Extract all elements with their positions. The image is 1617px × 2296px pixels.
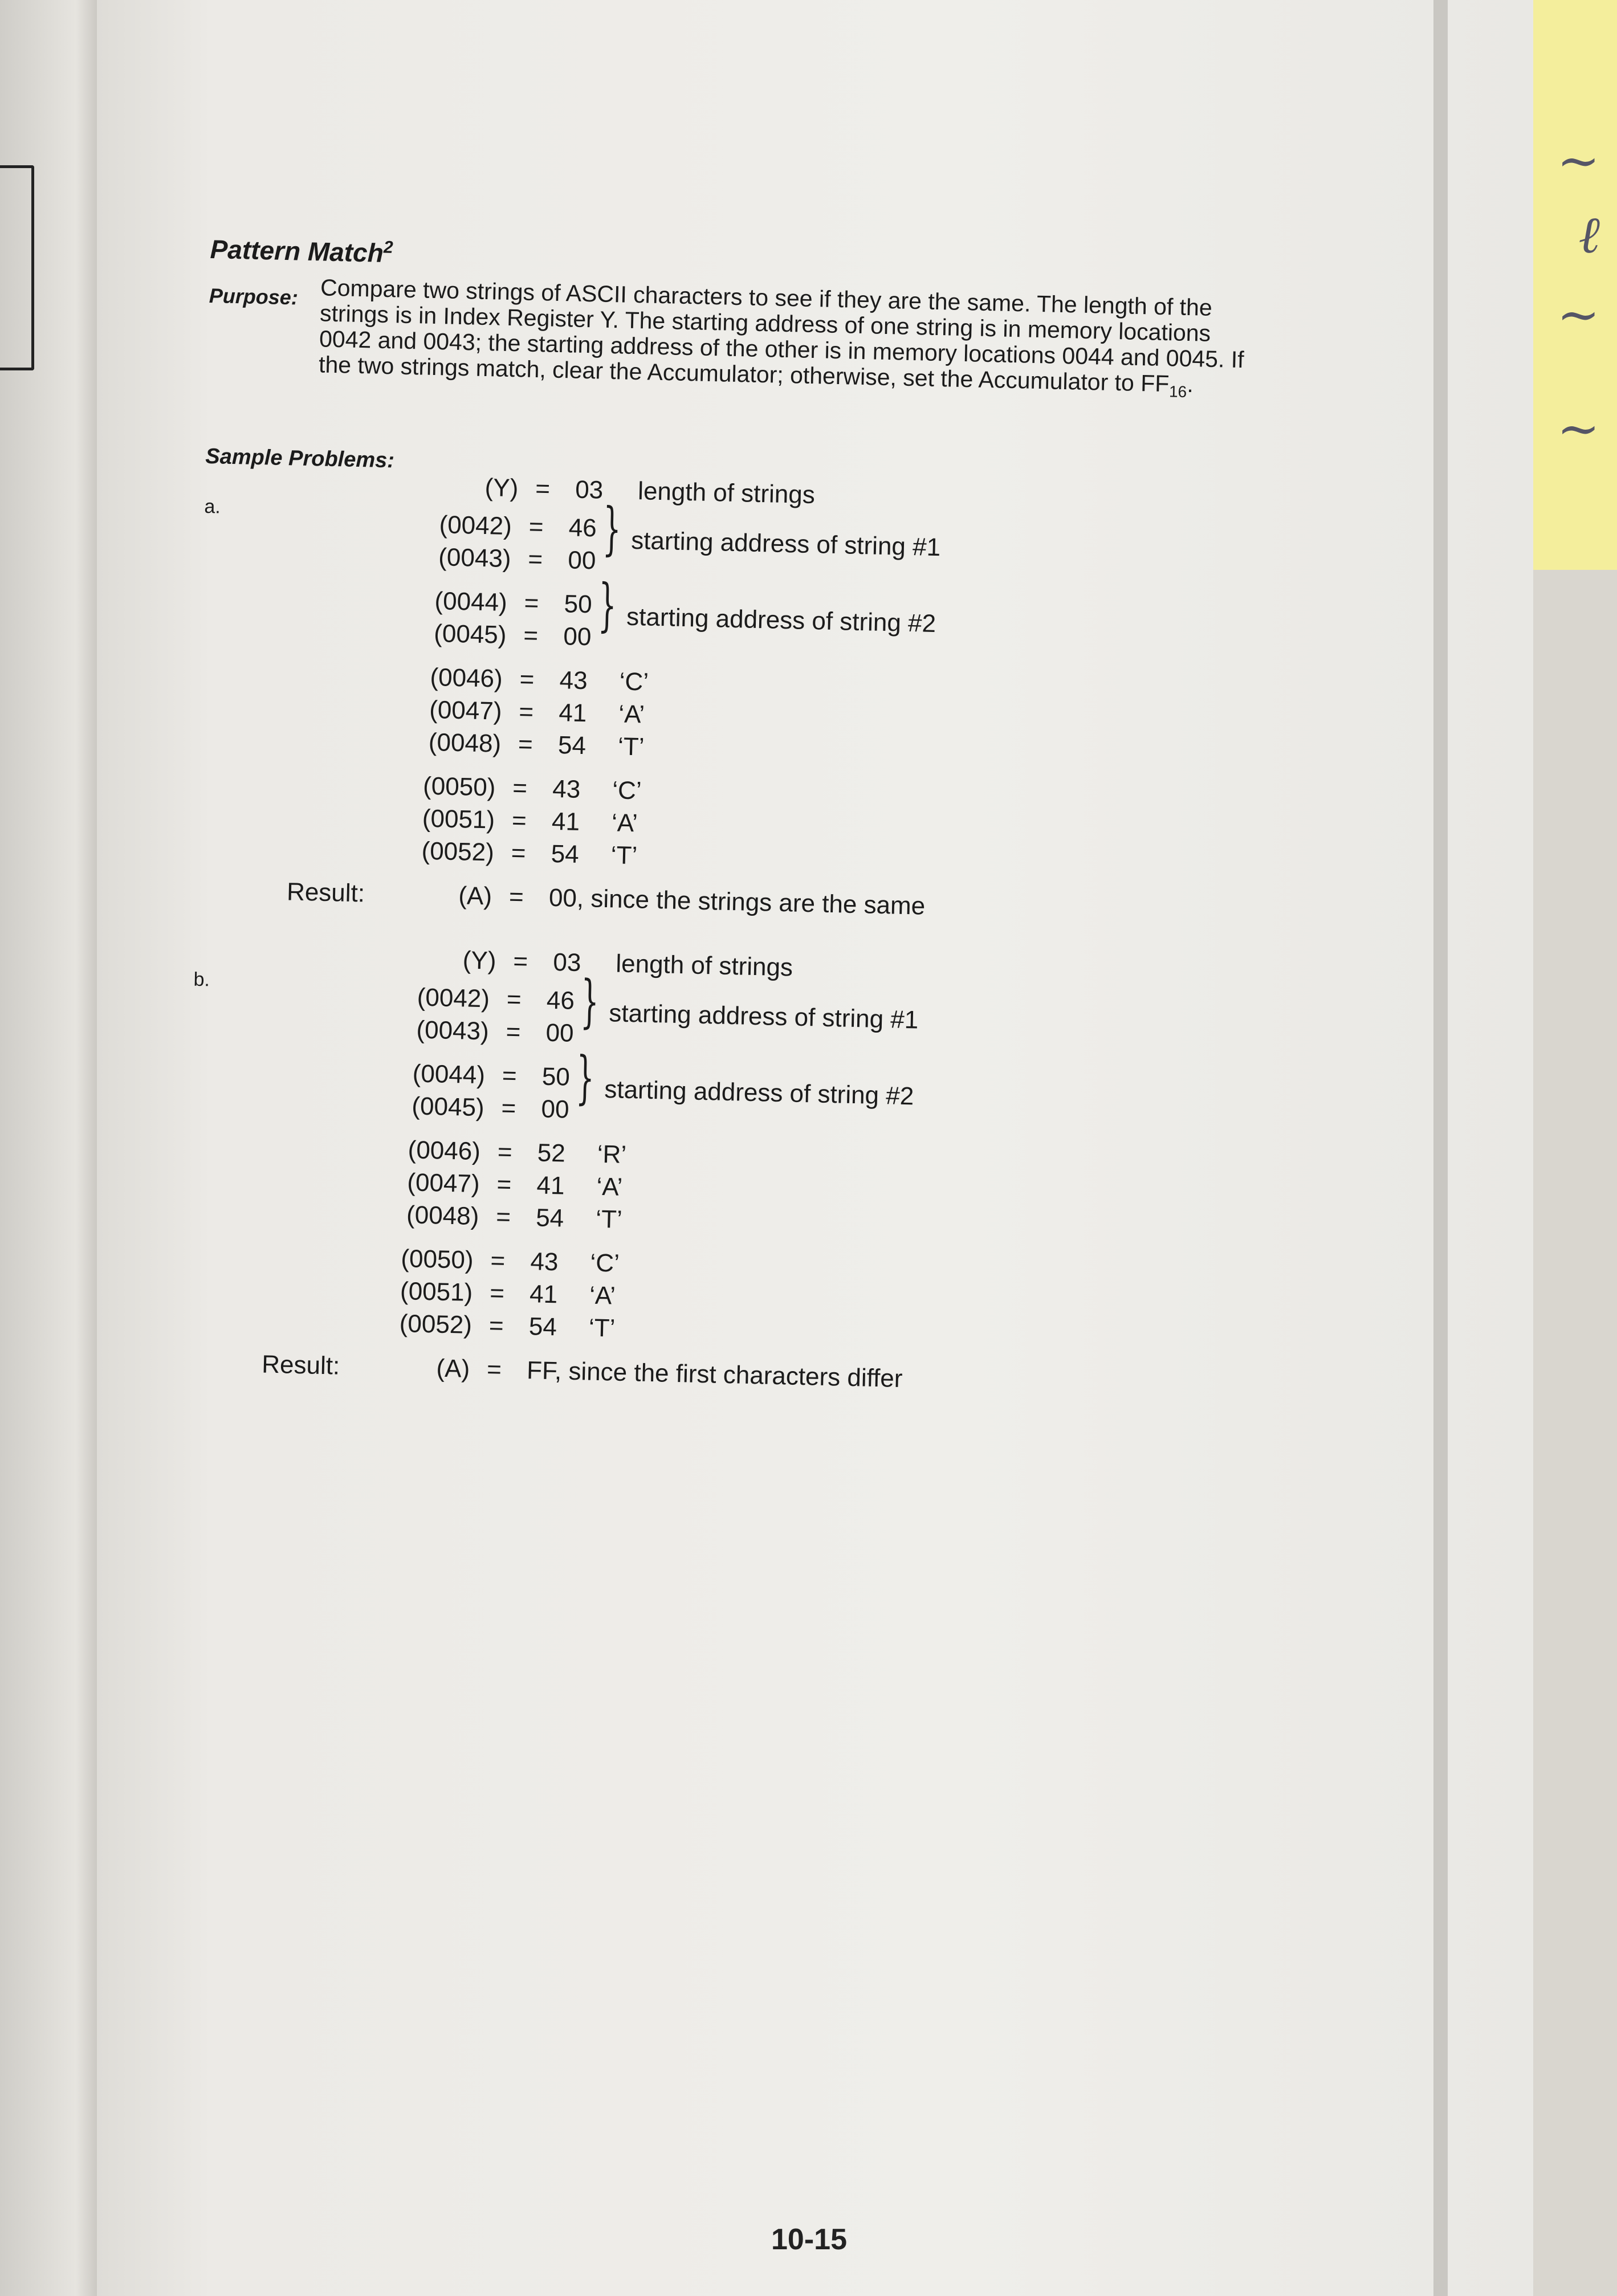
brace-symbol: } <box>597 571 617 639</box>
ascii-character: ‘C’ <box>589 1249 620 1278</box>
result-register: (A) <box>458 882 492 911</box>
example-label: a. <box>204 495 221 518</box>
equals-sign: = <box>490 1246 506 1275</box>
handwriting-mark: ~ <box>1557 131 1600 191</box>
left-page-edge <box>0 0 108 2296</box>
memory-location: (0052) <box>421 837 495 867</box>
brace-symbol: } <box>580 968 600 1035</box>
memory-value: 50 <box>541 1062 571 1091</box>
memory-location: (0047) <box>406 1168 480 1198</box>
page-number: 10-15 <box>771 2223 847 2256</box>
address-description: starting address of string #1 <box>630 526 941 562</box>
memory-value: 00 <box>563 622 592 651</box>
memory-location: (0045) <box>433 619 507 649</box>
ascii-character: ‘T’ <box>610 841 638 870</box>
memory-value: 43 <box>552 774 581 804</box>
handwriting-mark: ~ <box>1557 285 1600 345</box>
memory-value: 54 <box>535 1204 564 1233</box>
memory-location: (0047) <box>429 695 502 725</box>
ascii-character: ‘C’ <box>612 776 642 805</box>
equals-sign: = <box>489 1279 505 1308</box>
memory-value: 46 <box>546 986 575 1015</box>
memory-location: (0052) <box>399 1310 473 1339</box>
register-name: (Y) <box>484 474 519 503</box>
memory-value: 46 <box>568 513 597 543</box>
equals-sign: = <box>523 621 539 650</box>
memory-location: (0050) <box>422 772 496 802</box>
equals-sign: = <box>497 1137 513 1167</box>
equals-sign: = <box>512 947 528 976</box>
equals-sign: = <box>496 1170 512 1199</box>
memory-location: (0044) <box>412 1059 486 1090</box>
equals-sign: = <box>506 985 522 1014</box>
memory-value: 54 <box>528 1312 557 1341</box>
page-content <box>164 217 1464 2296</box>
memory-location: (0045) <box>411 1092 485 1122</box>
memory-value: 54 <box>551 839 580 868</box>
section-title: Pattern Match$^2$ <box>210 234 394 268</box>
memory-location: (0048) <box>428 728 502 758</box>
memory-value: 41 <box>551 807 580 836</box>
ascii-character: ‘T’ <box>595 1205 623 1234</box>
equals-sign: = <box>519 665 535 694</box>
handwriting-mark: ~ <box>1557 399 1600 459</box>
memory-location: (0048) <box>406 1201 479 1231</box>
address-description: starting address of string #2 <box>604 1075 914 1111</box>
memory-value: 00 <box>545 1018 575 1047</box>
result-label: Result: <box>261 1350 340 1380</box>
ascii-character: ‘A’ <box>611 809 638 838</box>
memory-location: (0051) <box>422 804 495 834</box>
address-description: starting address of string #2 <box>626 602 936 638</box>
equals-sign: = <box>512 774 528 802</box>
equals-sign: = <box>508 883 524 911</box>
purpose-text: Compare two strings of ASCII characters to see if they are the same. The length of the strings is in Index Register Y. The starting address of one string is in memory locations 0042 and 0043; the starting address of the other is in memory locations 0044 and 0045. If the two strings match, clear the Accumulator; otherwise, set the Accumulator to $FF_{16}$. <box>318 274 1245 401</box>
memory-location: (0050) <box>400 1245 474 1274</box>
memory-value: 41 <box>529 1280 558 1309</box>
result-text: 00, since the strings are the same <box>548 883 926 920</box>
equals-sign: = <box>518 698 534 727</box>
memory-value: 54 <box>557 731 586 760</box>
register-value: 03 <box>575 475 604 504</box>
memory-value: 00 <box>567 546 596 575</box>
memory-location: (0043) <box>416 1016 490 1046</box>
memory-value: 41 <box>536 1171 565 1200</box>
ascii-character: ‘T’ <box>588 1314 616 1343</box>
ascii-character: ‘C’ <box>619 667 649 696</box>
register-description: length of strings <box>637 477 816 509</box>
equals-sign: = <box>506 1018 521 1046</box>
equals-sign: = <box>527 545 543 574</box>
address-description: starting address of string #1 <box>608 999 919 1034</box>
brace-symbol: } <box>602 495 622 562</box>
memory-location: (0043) <box>438 543 512 573</box>
ascii-character: ‘A’ <box>618 700 645 729</box>
ascii-character: ‘T’ <box>617 732 645 761</box>
equals-sign: = <box>501 1094 516 1123</box>
result-label: Result: <box>286 878 365 908</box>
memory-location: (0042) <box>417 983 490 1013</box>
equals-sign: = <box>535 475 551 503</box>
ascii-character: ‘A’ <box>589 1281 616 1310</box>
handwriting-mark: ℓ <box>1578 205 1600 265</box>
equals-sign: = <box>486 1355 502 1384</box>
register-value: 03 <box>552 948 581 977</box>
register-description: length of strings <box>615 949 793 982</box>
memory-value: 00 <box>541 1095 570 1124</box>
memory-value: 43 <box>559 666 588 695</box>
memory-location: (0051) <box>400 1277 473 1307</box>
purpose-label: Purpose: <box>209 283 299 309</box>
equals-sign: = <box>524 589 540 618</box>
equals-sign: = <box>488 1311 504 1340</box>
equals-sign: = <box>518 730 533 759</box>
result-text: FF, since the first characters differ <box>526 1356 903 1393</box>
equals-sign: = <box>511 839 527 867</box>
ascii-character: ‘R’ <box>597 1140 627 1169</box>
memory-location: (0046) <box>430 663 503 693</box>
sample-problems-label: Sample Problems: <box>205 444 395 473</box>
equals-sign: = <box>495 1202 511 1231</box>
memory-value: 52 <box>537 1139 566 1168</box>
memory-value: 41 <box>558 699 587 728</box>
memory-location: (0042) <box>439 511 512 541</box>
equals-sign: = <box>502 1061 518 1090</box>
equals-sign: = <box>511 806 527 835</box>
memory-value: 43 <box>530 1247 559 1277</box>
memory-value: 50 <box>564 590 593 619</box>
example-label: b. <box>193 968 210 991</box>
memory-location: (0046) <box>408 1136 481 1166</box>
left-page-diagram-fragment <box>0 165 34 370</box>
ascii-character: ‘A’ <box>596 1172 623 1201</box>
memory-location: (0044) <box>434 587 508 617</box>
result-register: (A) <box>436 1354 470 1383</box>
equals-sign: = <box>528 512 544 541</box>
brace-symbol: } <box>575 1043 596 1111</box>
book-page <box>97 0 1533 2296</box>
register-name: (Y) <box>462 946 497 975</box>
